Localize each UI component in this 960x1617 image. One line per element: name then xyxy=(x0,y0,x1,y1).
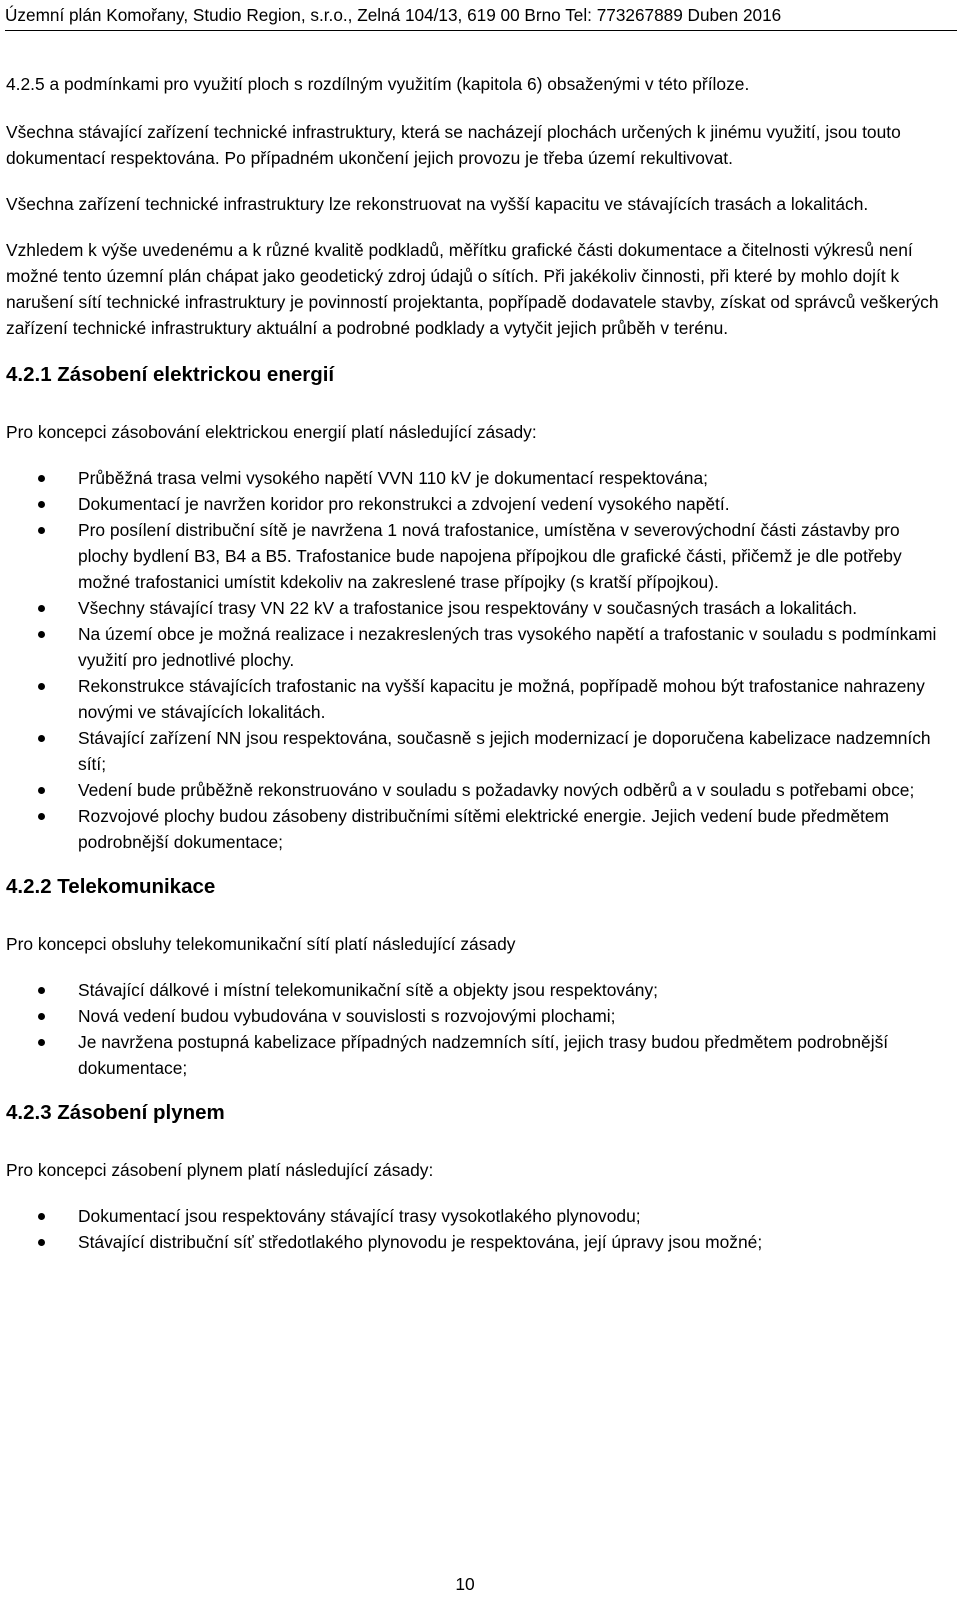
section-heading-gas: 4.2.3 Zásobení plynem xyxy=(6,1101,225,1124)
section-intro: Pro koncepci zásobení plynem platí následující zásady: xyxy=(6,1160,434,1180)
list-item: Rozvojové plochy budou zásobeny distribučními sítěmi elektrické energie. Jejich vedení bude předmětem podrobnější dokumentace; xyxy=(6,803,946,855)
list-item: Je navržena postupná kabelizace případných nadzemních sítí, jejich trasy budou předmětem podrobnější dokumentace; xyxy=(6,1029,946,1081)
list-item: Na území obce je možná realizace i nezakreslených tras vysokého napětí a trafostanic v souladu s podmínkami využití pro jednotlivé plochy. xyxy=(6,621,946,673)
list-item: Pro posílení distribuční sítě je navržena 1 nová trafostanice, umístěna v severovýchodní části zástavby pro plochy bydlení B3, B4 a B5. Trafostanice bude napojena přípojkou dle grafické části, přičemž je dle potřeby možné trafostanici umístit kdekoliv na zakreslené trase přípojky (s kratší přípojkou). xyxy=(6,517,946,595)
bullet-list-telecommunications xyxy=(6,977,946,1081)
list-item: Dokumentací jsou respektovány stávající trasy vysokotlakého plynovodu; xyxy=(6,1203,946,1229)
section-heading-telecommunications: 4.2.2 Telekomunikace xyxy=(6,875,216,898)
list-item: Stávající zařízení NN jsou respektována, současně s jejich modernizací je doporučena kabelizace nadzemních sítí; xyxy=(6,725,946,777)
bullet-list-gas xyxy=(6,1203,946,1255)
section-intro: Pro koncepci zásobování elektrickou energií platí následující zásady: xyxy=(6,422,537,442)
paragraph: Vzhledem k výše uvedenému a k různé kvalitě podkladů, měřítku grafické části dokumentace a čitelnosti výkresů není možné tento územní plán chápat jako geodetický zdroj údajů o sítích. Při jakékoliv činnosti, při které by mohlo dojít k narušení sítí technické infrastruktury je povinností projektanta, popřípadě dodavatele stavby, získat od správců veškerých zařízení technické infrastruktury aktuální a podrobné podklady a vytyčit jejich průběh v terénu. xyxy=(6,240,939,338)
list-item: Dokumentací je navržen koridor pro rekonstrukci a zdvojení vedení vysokého napětí. xyxy=(6,491,946,517)
list-item: Stávající distribuční síť středotlakého plynovodu je respektována, její úpravy jsou možné; xyxy=(6,1229,946,1255)
list-item: Průběžná trasa velmi vysokého napětí VVN 110 kV je dokumentací respektována; xyxy=(6,465,946,491)
bullet-list-electricity xyxy=(6,465,946,855)
paragraph: Všechna stávající zařízení technické infrastruktury, která se nacházejí plochách určených k jinému využití, jsou touto dokumentací respektována. Po případném ukončení jejich provozu je třeba území rekultivovat. xyxy=(6,122,901,168)
list-item: Všechny stávající trasy VN 22 kV a trafostanice jsou respektovány v současných trasách a lokalitách. xyxy=(6,595,946,621)
section-intro: Pro koncepci obsluhy telekomunikační sítí platí následující zásady xyxy=(6,934,516,954)
page-header: Územní plán Komořany, Studio Region, s.r.o., Zelná 104/13, 619 00 Brno Tel: 773267889 Duben 2016 xyxy=(5,4,957,31)
list-item: Nová vedení budou vybudována v souvislosti s rozvojovými plochami; xyxy=(6,1003,946,1029)
list-item: Vedení bude průběžně rekonstruováno v souladu s požadavky nových odběrů a v souladu s potřebami obce; xyxy=(6,777,946,803)
paragraph: Všechna zařízení technické infrastruktury lze rekonstruovat na vyšší kapacitu ve stávajících trasách a lokalitách. xyxy=(6,194,869,214)
list-item: Stávající dálkové i místní telekomunikační sítě a objekty jsou respektovány; xyxy=(6,977,946,1003)
page-number: 10 xyxy=(455,1574,475,1594)
paragraph: 4.2.5 a podmínkami pro využití ploch s rozdílným využitím (kapitola 6) obsaženými v této příloze. xyxy=(6,74,750,94)
section-heading-electricity: 4.2.1 Zásobení elektrickou energií xyxy=(6,363,335,386)
list-item: Rekonstrukce stávajících trafostanic na vyšší kapacitu je možná, popřípadě mohou být trafostanice nahrazeny novými ve stávajících lokalitách. xyxy=(6,673,946,725)
document-body xyxy=(6,71,946,1263)
